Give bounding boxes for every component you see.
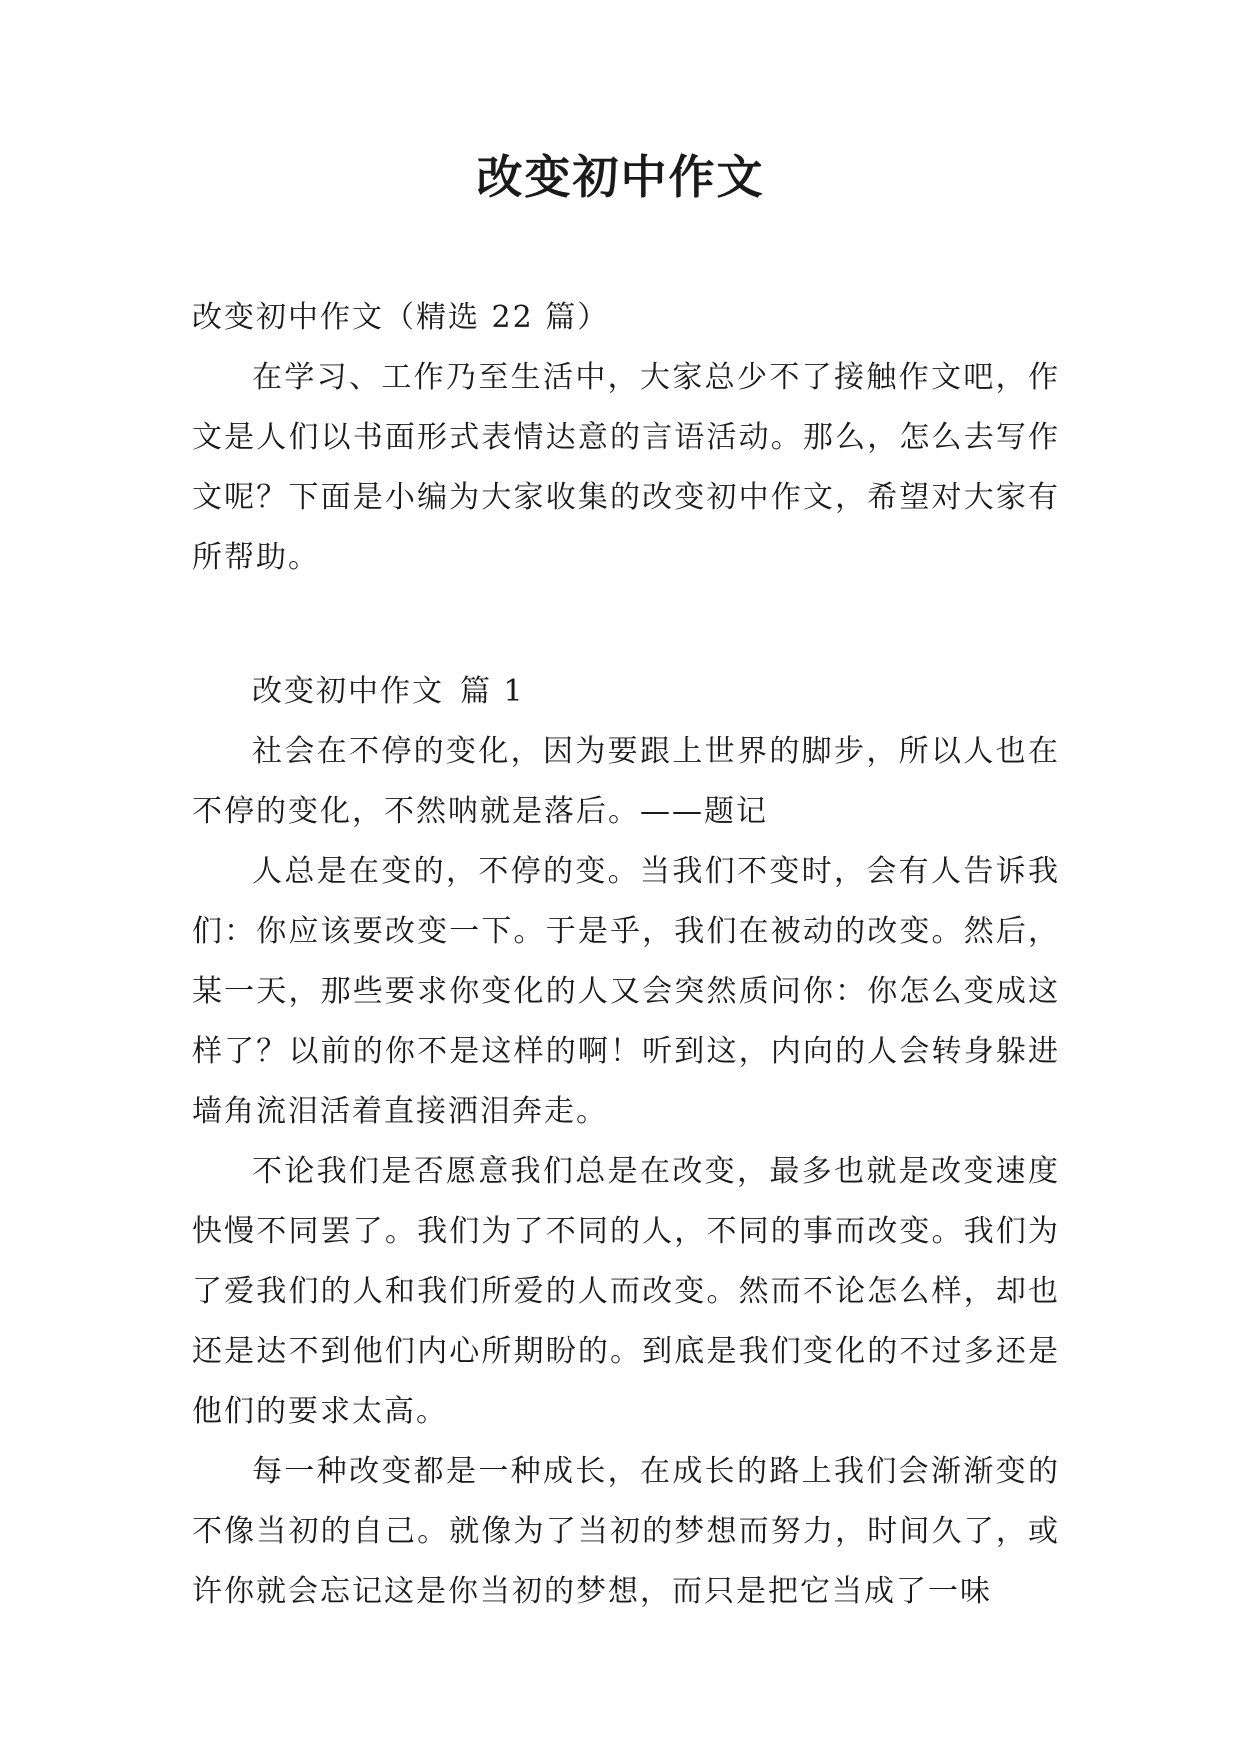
body-paragraph: 每一种改变都是一种成长，在成长的路上我们会渐渐变的不像当初的自己。就像为了当初的梦想而努力，时间久了，或许你就会忘记这是你当初的梦想，而只是把它当成了一味 — [192, 1454, 1060, 1609]
section-heading — [192, 662, 1060, 722]
body-paragraph: 社会在不停的变化，因为要跟上世界的脚步，所以人也在不停的变化，不然呐就是落后。——题记 — [192, 734, 1060, 829]
body-paragraph: 不论我们是否愿意我们总是在改变，最多也就是改变速度快慢不同罢了。我们为了不同的人，不同的事而改变。我们为了爱我们的人和我们所爱的人而改变。然而不论怎么样，却也还是达不到他们内心所期盼的。到底是我们变化的不过多还是他们的要求太高。 — [192, 1154, 1060, 1429]
document-title: 改变初中作文 — [476, 150, 765, 204]
intro-paragraph: 在学习、工作乃至生活中，大家总少不了接触作文吧，作文是人们以书面形式表情达意的言语活动。那么，怎么去写作文呢？下面是小编为大家收集的改变初中作文，希望对大家有所帮助。 — [192, 360, 1060, 575]
body-paragraph: 人总是在变的，不停的变。当我们不变时，会有人告诉我们：你应该要改变一下。于是乎，我们在被动的改变。然后，某一天，那些要求你变化的人又会突然质问你：你怎么变成这样了？以前的你不是这样的啊！听到这，内向的人会转身躲进墙角流泪活着直接洒泪奔走。 — [192, 854, 1060, 1129]
document-body — [192, 288, 1060, 1622]
section-heading-number: 篇 1 — [460, 674, 525, 709]
section-heading-title: 改变初中作文 — [252, 674, 444, 709]
document-subtitle: 改变初中作文（精选 22 篇） — [192, 300, 610, 335]
